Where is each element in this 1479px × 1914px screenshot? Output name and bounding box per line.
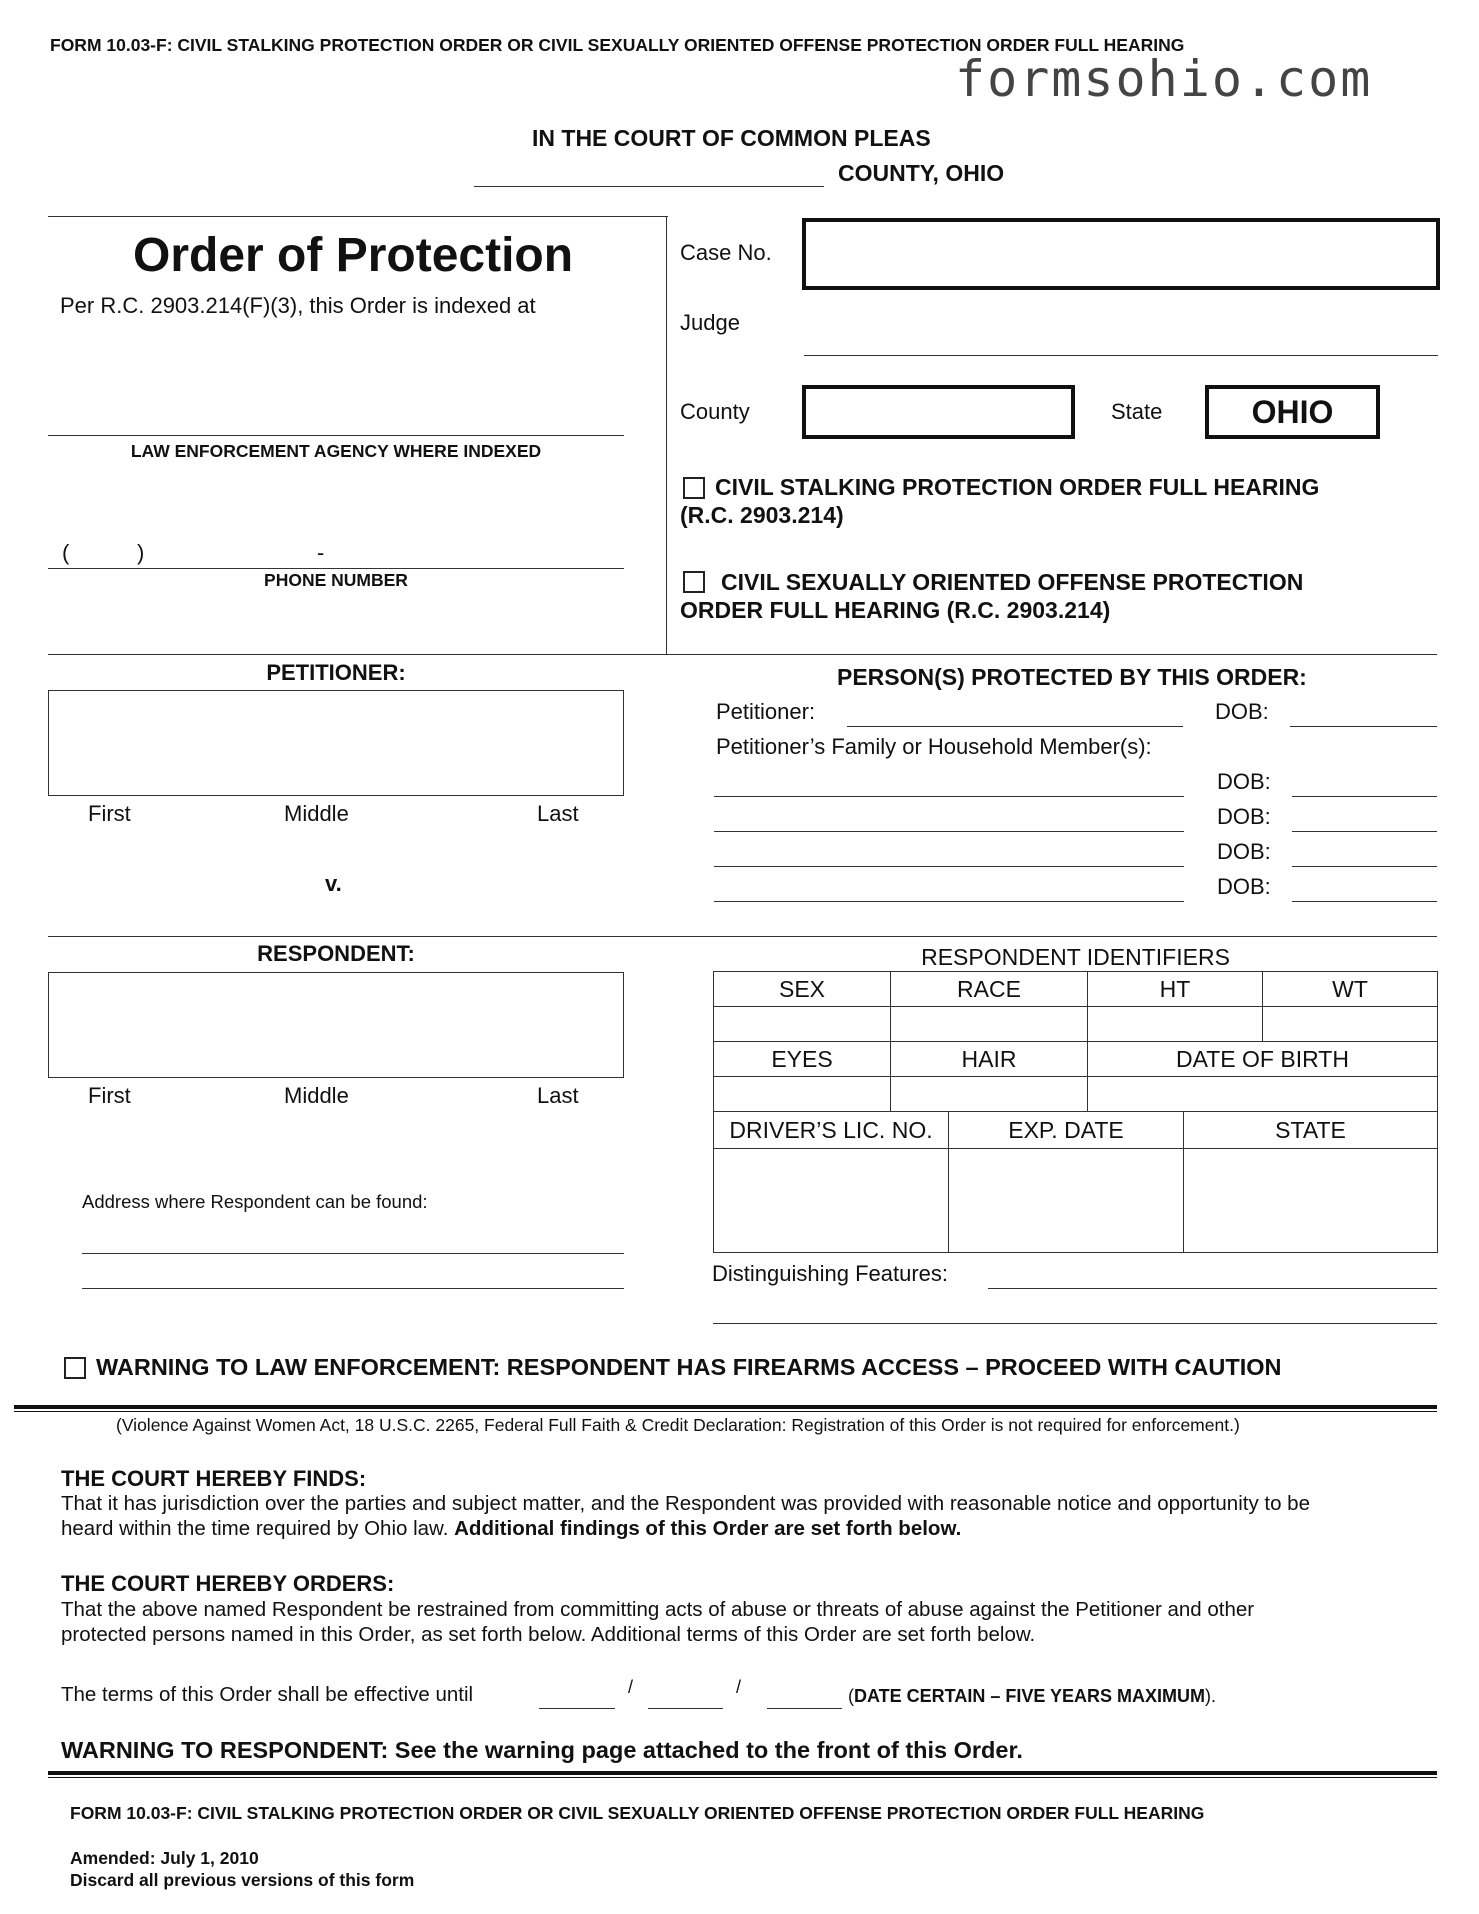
stalking-order-statute: (R.C. 2903.214): [680, 502, 844, 528]
petitioner-last-label: Last: [537, 801, 579, 826]
family-dob-label-1: DOB:: [1217, 769, 1271, 794]
protected-heading: PERSON(S) PROTECTED BY THIS ORDER:: [837, 664, 1307, 690]
phone-line[interactable]: [48, 568, 624, 569]
separator-1: [14, 1405, 1437, 1412]
identifiers-table-bottom: [713, 1111, 1438, 1253]
stalking-order-checkbox[interactable]: [683, 477, 705, 499]
hair-field[interactable]: [891, 1077, 1088, 1112]
phone-label: PHONE NUMBER: [264, 570, 408, 590]
form-title: FORM 10.03-F: CIVIL STALKING PROTECTION ORDER OR CIVIL SEXUALLY ORIENTED OFFENSE PROTECTION ORDER FULL HEARING: [50, 35, 1185, 55]
family-dob-line-1[interactable]: [1292, 796, 1437, 797]
state-label: State: [1111, 399, 1163, 424]
terms-year-line[interactable]: [767, 1708, 842, 1709]
versus-label: v.: [325, 871, 342, 896]
phone-close-paren: ): [137, 540, 145, 565]
respondent-address-line-1[interactable]: [82, 1253, 624, 1254]
firearms-warning-label: WARNING TO LAW ENFORCEMENT: RESPONDENT HAS FIREARMS ACCESS – PROCEED WITH CAUTION: [96, 1354, 1282, 1380]
family-member-line-2[interactable]: [714, 831, 1184, 832]
family-member-line-3[interactable]: [714, 866, 1184, 867]
phone-dash: -: [317, 540, 325, 565]
identifiers-table-top: [713, 971, 1438, 1112]
finds-heading: THE COURT HEREBY FINDS:: [61, 1466, 367, 1491]
separator-2: [48, 1771, 1437, 1778]
respondent-address-label: Address where Respondent can be found:: [82, 1191, 428, 1212]
watermark: formsohio.com: [955, 50, 1373, 108]
hair-header: HAIR: [891, 1042, 1088, 1077]
finds-line-2-plain: heard within the time required by Ohio law.: [61, 1517, 455, 1540]
license-header: DRIVER’S LIC. NO.: [714, 1112, 949, 1149]
phone-open-paren: (: [62, 540, 70, 565]
respondent-first-label: First: [88, 1083, 131, 1108]
terms-note: [848, 1686, 1216, 1707]
order-title: Order of Protection: [133, 229, 574, 282]
eyes-field[interactable]: [714, 1077, 891, 1112]
dob-field[interactable]: [1088, 1077, 1438, 1112]
respondent-last-label: Last: [537, 1083, 579, 1108]
eyes-header: EYES: [714, 1042, 891, 1077]
judge-label: Judge: [680, 310, 740, 335]
petitioner-name-field[interactable]: [48, 690, 624, 796]
family-member-line-1[interactable]: [714, 796, 1184, 797]
county-label: County: [680, 399, 750, 424]
sex-header: SEX: [714, 972, 891, 1007]
respondent-address-line-2[interactable]: [82, 1288, 624, 1289]
respondent-top-rule: [48, 936, 1437, 937]
county-ohio-label: COUNTY, OHIO: [838, 160, 1005, 186]
petitioner-heading: PETITIONER:: [266, 660, 406, 685]
sexual-offense-order-checkbox[interactable]: [683, 571, 705, 593]
weight-field[interactable]: [1263, 1007, 1438, 1042]
finds-line-2: [61, 1517, 961, 1541]
features-label: Distinguishing Features:: [712, 1261, 949, 1286]
sexual-offense-order-label: CIVIL SEXUALLY ORIENTED OFFENSE PROTECTION: [721, 569, 1304, 595]
firearms-warning-checkbox[interactable]: [64, 1357, 86, 1379]
features-line-2[interactable]: [713, 1323, 1437, 1324]
protected-petitioner-label: Petitioner:: [716, 699, 816, 724]
top-left-rule: [48, 216, 668, 217]
vertical-divider: [666, 216, 667, 654]
state-field: OHIO: [1205, 385, 1380, 439]
family-dob-line-3[interactable]: [1292, 866, 1437, 867]
finds-line-1: That it has jurisdiction over the parties and subject matter, and the Respondent was provided with reasonable notice and opportunity to be: [61, 1492, 1310, 1515]
indexed-text: Per R.C. 2903.214(F)(3), this Order is indexed at: [60, 293, 536, 318]
terms-day-line[interactable]: [648, 1708, 723, 1709]
exp-date-field[interactable]: [949, 1149, 1184, 1253]
footer-amended: Amended: July 1, 2010: [70, 1848, 259, 1868]
court-name: IN THE COURT OF COMMON PLEAS: [532, 125, 931, 151]
sexual-offense-order-statute: ORDER FULL HEARING (R.C. 2903.214): [680, 597, 1111, 623]
respondent-middle-label: Middle: [284, 1083, 349, 1108]
features-line-1[interactable]: [988, 1288, 1437, 1289]
license-state-header: STATE: [1184, 1112, 1438, 1149]
petitioner-first-label: First: [88, 801, 131, 826]
family-dob-label-2: DOB:: [1217, 804, 1271, 829]
orders-line-2: protected persons named in this Order, as set forth below. Additional terms of this Order are set forth below.: [61, 1623, 1036, 1646]
case-no-field[interactable]: [802, 218, 1440, 290]
family-dob-line-4[interactable]: [1292, 901, 1437, 902]
height-field[interactable]: [1088, 1007, 1263, 1042]
petitioner-dob-label: DOB:: [1215, 699, 1269, 724]
orders-line-1: That the above named Respondent be restrained from committing acts of abuse or threats of abuse against the Petitioner and other: [61, 1598, 1255, 1621]
judge-line[interactable]: [804, 355, 1438, 356]
weight-header: WT: [1263, 972, 1438, 1007]
exp-date-header: EXP. DATE: [949, 1112, 1184, 1149]
case-no-label: Case No.: [680, 240, 772, 265]
petitioner-top-rule: [48, 654, 1437, 655]
finds-line-2-bold: Additional findings of this Order are set forth below.: [454, 1517, 962, 1540]
protected-petitioner-line[interactable]: [847, 726, 1183, 727]
family-dob-label-3: DOB:: [1217, 839, 1271, 864]
family-dob-line-2[interactable]: [1292, 831, 1437, 832]
terms-slash-1: /: [628, 1677, 634, 1697]
respondent-name-field[interactable]: [48, 972, 624, 1078]
county-name-line[interactable]: [474, 186, 824, 187]
footer-discard: Discard all previous versions of this form: [70, 1870, 415, 1890]
terms-slash-2: /: [736, 1677, 742, 1697]
race-header: RACE: [891, 972, 1088, 1007]
terms-note-close: ).: [1205, 1686, 1217, 1706]
county-field[interactable]: [802, 385, 1075, 439]
identifiers-heading: RESPONDENT IDENTIFIERS: [921, 944, 1230, 970]
orders-heading: THE COURT HEREBY ORDERS:: [61, 1571, 395, 1596]
race-field[interactable]: [891, 1007, 1088, 1042]
petitioner-middle-label: Middle: [284, 801, 349, 826]
vawa-note: (Violence Against Women Act, 18 U.S.C. 2265, Federal Full Faith & Credit Declaration: Registration of this Order is not required for enforcement.): [116, 1415, 1240, 1435]
stalking-order-label: CIVIL STALKING PROTECTION ORDER FULL HEARING: [715, 474, 1320, 500]
dob-header: DATE OF BIRTH: [1088, 1042, 1438, 1077]
height-header: HT: [1088, 972, 1263, 1007]
agency-line[interactable]: [48, 435, 624, 436]
family-member-line-4[interactable]: [714, 901, 1184, 902]
terms-month-line[interactable]: [539, 1708, 615, 1709]
petitioner-dob-line[interactable]: [1290, 726, 1437, 727]
terms-label: The terms of this Order shall be effective until: [61, 1683, 474, 1706]
terms-note-open: (: [848, 1686, 854, 1706]
family-members-label: Petitioner’s Family or Household Member(s):: [716, 734, 1152, 759]
agency-label: LAW ENFORCEMENT AGENCY WHERE INDEXED: [130, 441, 542, 461]
license-state-field[interactable]: [1184, 1149, 1438, 1253]
respondent-heading: RESPONDENT:: [257, 941, 415, 966]
respondent-warning: WARNING TO RESPONDENT: See the warning page attached to the front of this Order.: [61, 1737, 1023, 1763]
license-field[interactable]: [714, 1149, 949, 1253]
family-dob-label-4: DOB:: [1217, 874, 1271, 899]
terms-note-text: DATE CERTAIN – FIVE YEARS MAXIMUM: [854, 1686, 1206, 1706]
sex-field[interactable]: [714, 1007, 891, 1042]
footer-form-title: FORM 10.03-F: CIVIL STALKING PROTECTION ORDER OR CIVIL SEXUALLY ORIENTED OFFENSE PROTECTION ORDER FULL HEARING: [70, 1803, 1205, 1823]
